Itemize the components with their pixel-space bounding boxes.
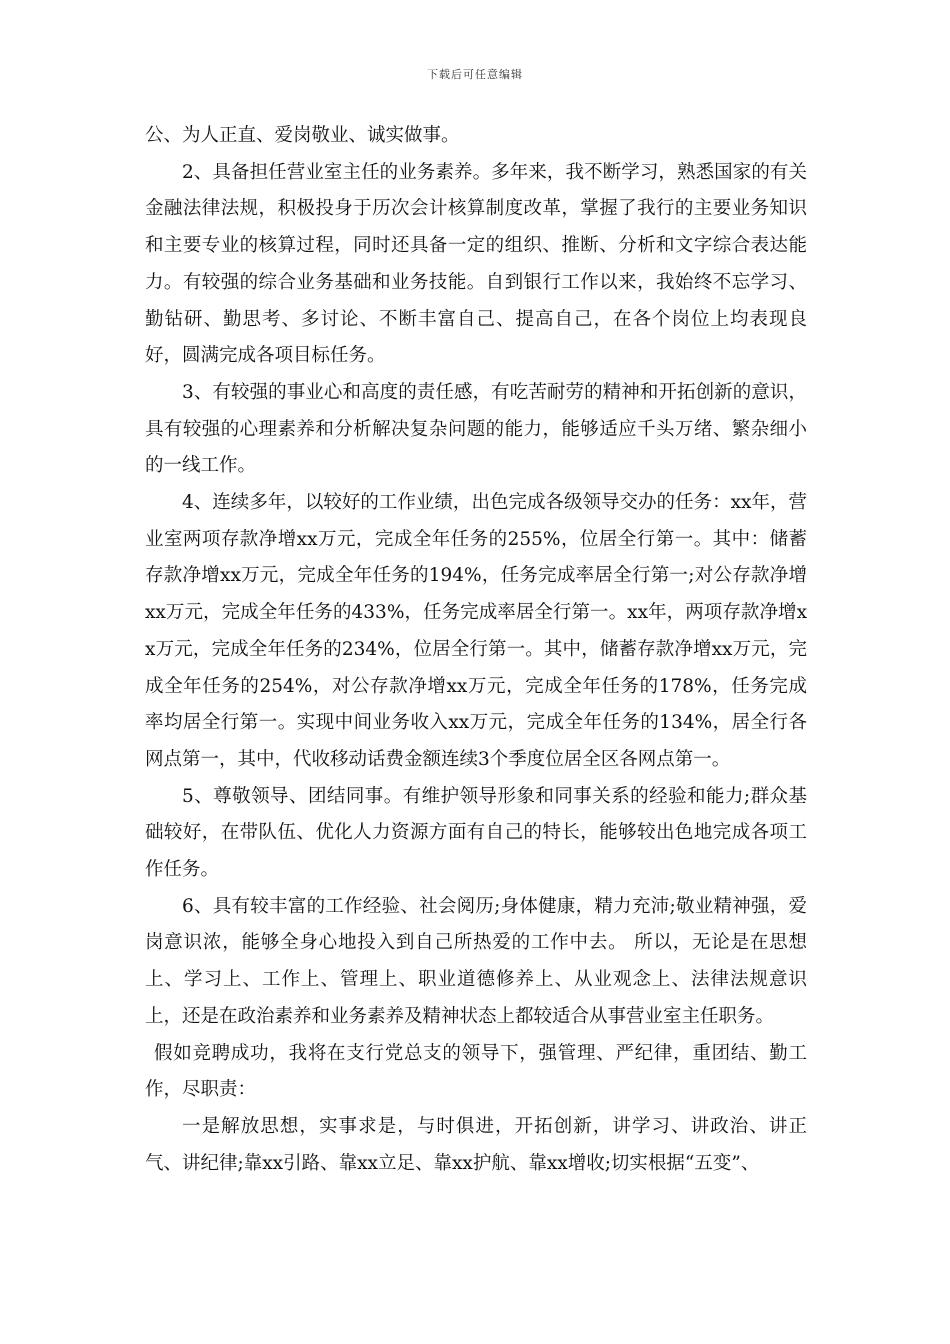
document-body [145, 118, 807, 1182]
paragraph: 5、尊敬领导、团结同事。有维护领导形象和同事关系的经验和能力;群众基础较好，在带队伍、优化人力资源方面有自己的特长，能够较出色地完成各项工作任务。 [145, 785, 807, 881]
paragraph: 2、具备担任营业室主任的业务素养。多年来，我不断学习，熟悉国家的有关金融法律法规，积极投身于历次会计核算制度改革，掌握了我行的主要业务知识和主要专业的核算过程，同时还具备一定的组织、推断、分析和文字综合表达能力。有较强的综合业务基础和业务技能。自到银行工作以来，我始终不忘学习、勤钻研、勤思考、多讨论、不断丰富自己、提高自己，在各个岗位上均表现良好，圆满完成各项目标任务。 [145, 161, 807, 367]
paragraph: 公、为人正直、爱岗敬业、诚实做事。 [145, 125, 460, 146]
page-header: 下载后可任意编辑 [427, 68, 523, 81]
paragraph: 6、具有较丰富的工作经验、社会阅历;身体健康，精力充沛;敬业精神强，爱岗意识浓，能够全身心地投入到自己所热爱的工作中去。 所以，无论是在思想上、学习上、工作上、管理上、职业道德修养上、从业观念上、法律法规意识上，还是在政治素养和业务素养及精神状态上都较适合从事营业室主任职务。 [145, 895, 807, 1027]
paragraph: 假如竞聘成功，我将在支行党总支的领导下，强管理、严纪律，重团结、勤工作，尽职责： [145, 1042, 807, 1101]
paragraph: 4、连续多年，以较好的工作业绩，出色完成各级领导交办的任务：xx年，营业室两项存款净增xx万元，完成全年任务的255%，位居全行第一。其中：储蓄存款净增xx万元，完成全年任务的194%，任务完成率居全行第一;对公存款净增xx万元，完成全年任务的433%，任务完成率居全行第一。xx年，两项存款净增xx万元，完成全年任务的234%，位居全行第一。其中，储蓄存款净增xx万元，完成全年任务的254%，对公存款净增xx万元，完成全年任务的178%，任务完成率均居全行第一。实现中间业务收入xx万元，完成全年任务的134%，居全行各网点第一，其中，代收移动话费金额连续3个季度位居全区各网点第一。 [145, 492, 807, 770]
paragraph: 一是解放思想，实事求是，与时俱进，开拓创新，讲学习、讲政治、讲正气、讲纪律;靠xx引路、靠xx立足、靠xx护航、靠xx增收;切实根据“五变”、 [145, 1115, 807, 1174]
paragraph: 3、有较强的事业心和高度的责任感，有吃苦耐劳的精神和开拓创新的意识，具有较强的心理素养和分析解决复杂问题的能力，能够适应千头万绪、繁杂细小的一线工作。 [145, 381, 807, 477]
